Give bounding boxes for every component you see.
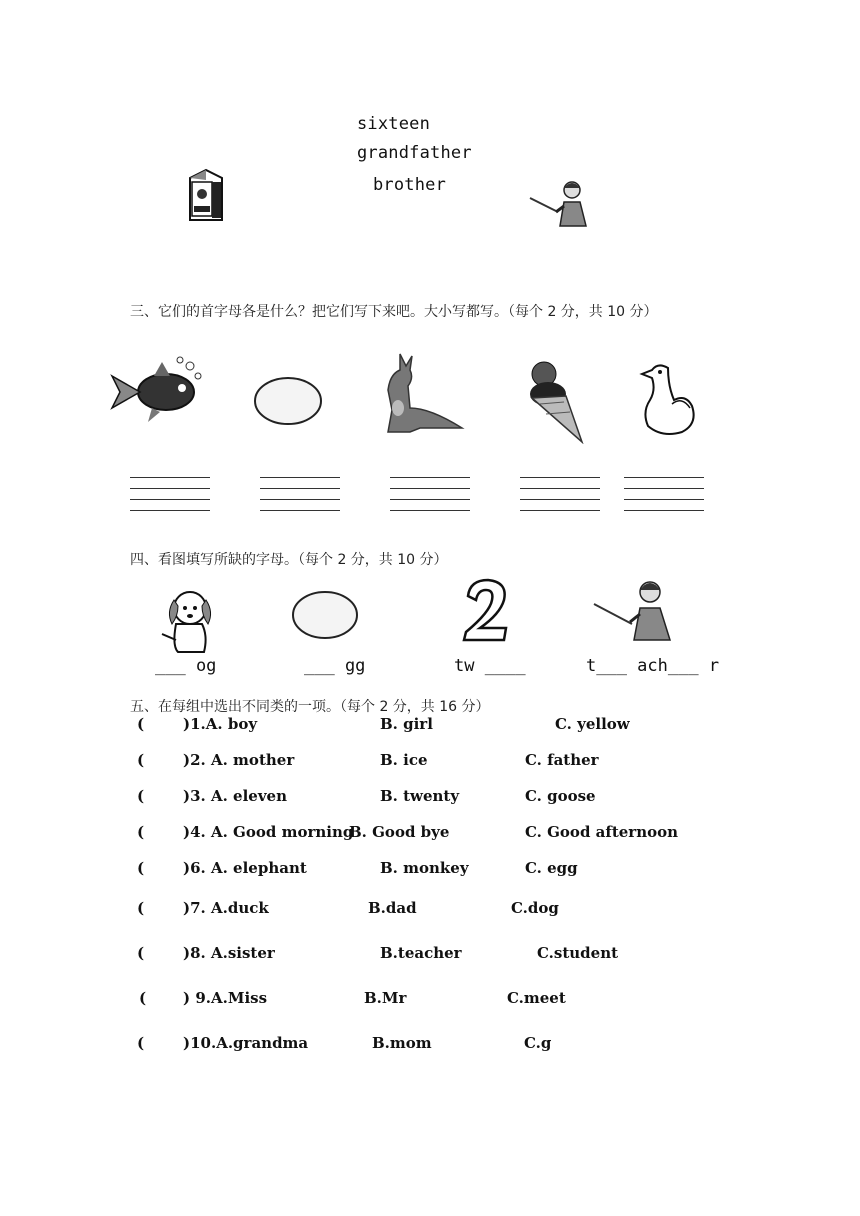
q9-option-c: C.meet [507, 989, 566, 1007]
answer-lines-3[interactable] [390, 477, 470, 521]
q6-option-c: C. egg [525, 859, 578, 877]
q1-option-c: C. yellow [555, 715, 630, 733]
blank-two[interactable]: tw ____ [454, 656, 526, 676]
q6-option-b: B. monkey [380, 859, 469, 877]
word-grandfather: grandfather [357, 143, 472, 163]
q8-option-b: B.teacher [380, 944, 462, 962]
q3-paren[interactable]: ( [137, 787, 145, 805]
q1-paren[interactable]: ( [137, 715, 145, 733]
teacher-icon [528, 178, 592, 228]
ice-cream-icon [524, 358, 588, 444]
fish-icon [108, 356, 204, 426]
q1-option-a: )1.A. boy [183, 715, 258, 733]
q7-option-b: B.dad [368, 899, 417, 917]
q8-paren[interactable]: ( [137, 944, 145, 962]
dog-icon [154, 586, 220, 656]
milk-carton-icon [186, 166, 226, 222]
answer-lines-4[interactable] [520, 477, 600, 521]
q2-option-a: )2. A. mother [183, 751, 295, 769]
q2-option-b: B. ice [380, 751, 428, 769]
q7-paren[interactable]: ( [137, 899, 145, 917]
q4-option-c: C. Good afternoon [525, 823, 679, 841]
q9-option-a: ) 9.A.Miss [183, 989, 268, 1007]
q7-option-c: C.dog [511, 899, 559, 917]
q10-option-c: C.g [524, 1034, 552, 1052]
q8-option-a: )8. A.sister [183, 944, 275, 962]
q4-option-a: )4. A. Good morning [183, 823, 354, 841]
section-4-heading: 四、看图填写所缺的字母。（每个 2 分，共 10 分） [130, 552, 448, 568]
word-brother: brother [373, 175, 447, 195]
q8-option-c: C.student [537, 944, 619, 962]
section-5-heading: 五、在每组中选出不同类的一项。（每个 2 分，共 16 分） [130, 699, 490, 715]
q7-option-a: )7. A.duck [183, 899, 269, 917]
q2-option-c: C. father [525, 751, 599, 769]
answer-lines-1[interactable] [130, 477, 210, 521]
answer-lines-2[interactable] [260, 477, 340, 521]
q10-option-b: B.mom [372, 1034, 432, 1052]
goose-icon [638, 360, 702, 438]
q6-paren[interactable]: ( [137, 859, 145, 877]
number-two-icon [460, 578, 512, 642]
q9-option-b: B.Mr [364, 989, 407, 1007]
q3-option-a: )3. A. eleven [183, 787, 288, 805]
teacher-icon-2 [592, 576, 676, 642]
kangaroo-icon [380, 350, 466, 434]
q9-paren[interactable]: ( [139, 989, 147, 1007]
q3-option-c: C. goose [525, 787, 596, 805]
q4-paren[interactable]: ( [137, 823, 145, 841]
section-3-heading: 三、它们的首字母各是什么？把它们写下来吧。大小写都写。（每个 2 分，共 10 分） [130, 304, 658, 320]
q3-option-b: B. twenty [380, 787, 460, 805]
blank-teacher[interactable]: t___ ach___ r [586, 656, 720, 676]
word-sixteen: sixteen [357, 114, 431, 134]
answer-lines-5[interactable] [624, 477, 704, 521]
q10-option-a: )10.A.grandma [183, 1034, 309, 1052]
blank-dog[interactable]: ___ og [155, 656, 217, 676]
blank-egg[interactable]: ___ gg [304, 656, 366, 676]
q6-option-a: )6. A. elephant [183, 859, 307, 877]
q1-option-b: B. girl [380, 715, 433, 733]
q10-paren[interactable]: ( [137, 1034, 145, 1052]
q2-paren[interactable]: ( [137, 751, 145, 769]
q4-option-b: B. Good bye [349, 823, 450, 841]
egg-icon [252, 376, 324, 426]
egg-icon-2 [291, 590, 359, 640]
